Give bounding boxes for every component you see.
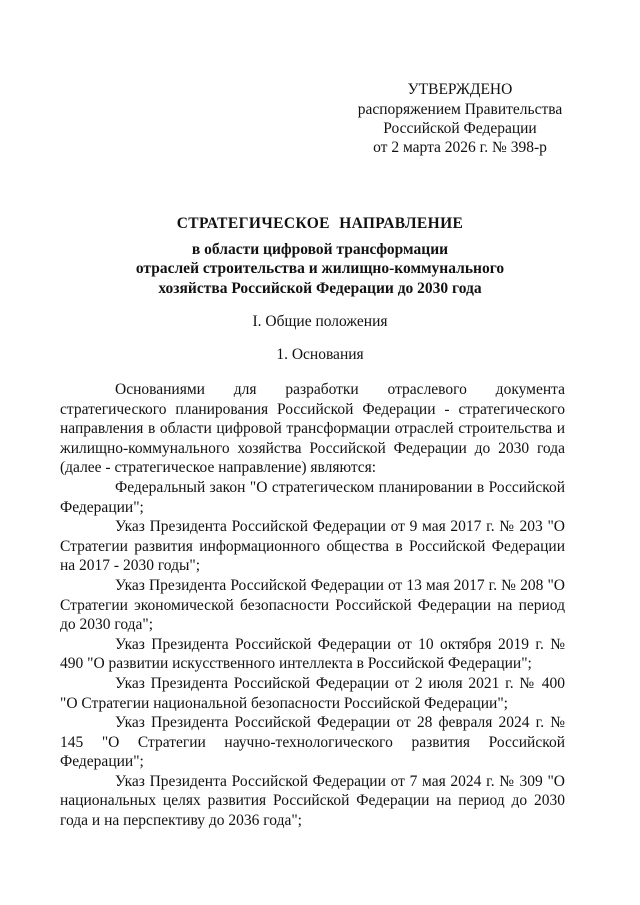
document-title: СТРАТЕГИЧЕСКОЕ НАПРАВЛЕНИЕ	[176, 215, 464, 232]
body-paragraph-decree-145: Указ Президента Российской Федерации от 28 февраля 2024 г. № 145 "О Стратегии научно-технологического развития Российской Федерации";	[60, 714, 565, 771]
body-paragraph-decree-309: Указ Президента Российской Федерации от 7 мая 2024 г. № 309 "О национальных целях развития Российской Федерации на период до 2030 года и на перспективу до 2036 года";	[60, 772, 565, 830]
document-heading	[60, 214, 580, 298]
body-paragraph-decree-203: Указ Президента Российской Федерации от 9 мая 2017 г. № 203 "О Стратегии развития информационного общества в Российской Федерации на 2017 - 2030 годы";	[60, 518, 565, 575]
body-paragraph-decree-490: Указ Президента Российской Федерации от 10 октября 2019 г. № 490 "О развитии искусственного интеллекта в Российской Федерации";	[60, 635, 565, 673]
body-paragraph-decree-208: Указ Президента Российской Федерации от 13 мая 2017 г. № 208 "О Стратегии экономической безопасности Российской Федерации на период до 2030 года";	[60, 576, 565, 634]
document-body	[60, 380, 565, 831]
document-subtitle-line-2: отраслей строительства и жилищно-коммунального	[135, 260, 505, 277]
document-subtitle-line-1: в области цифровой трансформации	[191, 240, 449, 258]
part-heading: I. Общие положения	[252, 313, 388, 330]
body-paragraph-federal-law: Федеральный закон "О стратегическом планировании в Российской Федерации";	[60, 478, 565, 516]
document-subtitle-line-3: хозяйства Российской Федерации до 2030 года	[158, 279, 482, 297]
approval-line-2: Российской Федерации	[383, 120, 537, 137]
approval-line-3: от 2 марта 2026 г. № 398-р	[373, 139, 547, 156]
approved-label: УТВЕРЖДЕНО	[407, 81, 513, 98]
body-paragraph-intro: Основаниями для разработки отраслевого документа стратегического планирования Российской Федерации - стратегического направления в области цифровой трансформации отраслей строительства и жилищно-коммунального хозяйства Российской Федерации до 2030 года (далее - стратегическое направление) являются:	[60, 381, 565, 477]
subsection-heading: 1. Основания	[276, 346, 364, 363]
approval-stamp	[340, 80, 580, 157]
approval-line-1: распоряжением Правительства	[357, 101, 563, 118]
body-paragraph-decree-400: Указ Президента Российской Федерации от 2 июля 2021 г. № 400 "О Стратегии национальной безопасности Российской Федерации";	[60, 674, 565, 712]
